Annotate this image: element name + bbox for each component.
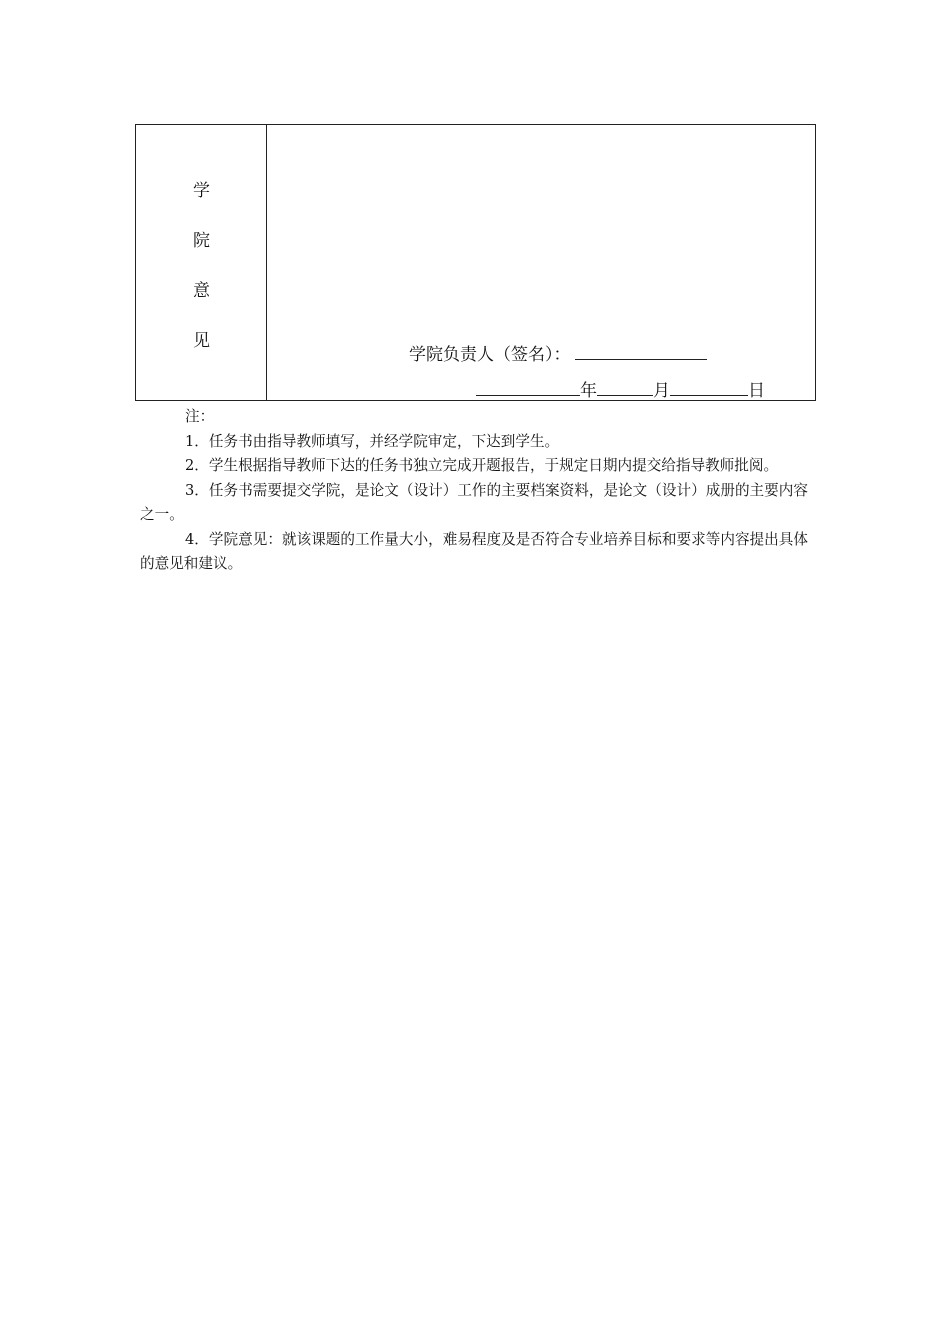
date-line [476, 379, 765, 402]
note-item-2: 2．学生根据指导教师下达的任务书独立完成开题报告，于规定日期内提交给指导教师批阅。 [185, 457, 779, 474]
college-opinion-label-cell [136, 125, 267, 400]
signature-line [409, 343, 707, 366]
college-opinion-content-cell[interactable] [267, 125, 815, 400]
label-char-3: 意 [193, 281, 210, 301]
signature-field[interactable] [575, 343, 707, 360]
notes-title: 注： [185, 408, 215, 425]
college-opinion-table [135, 124, 816, 401]
notes-section [140, 405, 808, 577]
note-item-4: 4．学院意见：就该课题的工作量大小，难易程度及是否符合专业培养目标和要求等内容提出具体的意见和建议。 [140, 530, 808, 572]
year-label: 年 [580, 381, 597, 401]
note-item-3: 3．任务书需要提交学院，是论文（设计）工作的主要档案资料，是论文（设计）成册的主要内容之一。 [140, 481, 808, 523]
day-field[interactable] [670, 379, 748, 396]
note-item-1: 1．任务书由指导教师填写，并经学院审定，下达到学生。 [185, 432, 560, 450]
signature-label: 学院负责人（签名）： [409, 345, 571, 365]
day-label: 日 [748, 381, 765, 401]
year-field[interactable] [476, 379, 580, 396]
label-char-1: 学 [193, 181, 210, 201]
label-char-4: 见 [193, 331, 210, 351]
month-label: 月 [653, 381, 670, 401]
label-char-2: 院 [193, 231, 210, 251]
month-field[interactable] [597, 379, 653, 396]
